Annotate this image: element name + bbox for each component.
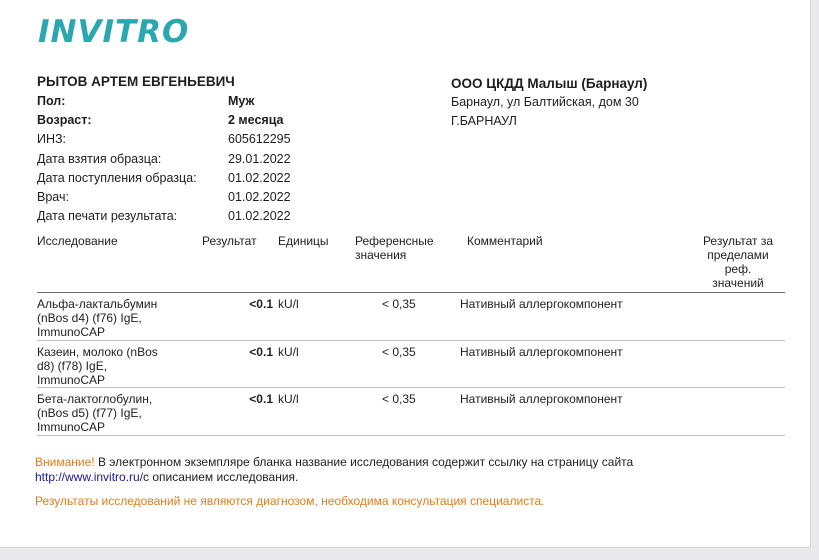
invitro-logo: INVITRO	[38, 14, 190, 50]
lab-info	[451, 74, 647, 131]
row3-reference: < 0,35	[382, 392, 416, 406]
row1-test: Альфа-лактальбумин (nBos d4) (f76) IgE, ImmunoCAP	[37, 297, 158, 339]
table-header-divider	[37, 292, 785, 293]
header-out-of-range: Результат за пределами реф. значений	[702, 234, 774, 290]
row3-units: kU/l	[278, 392, 299, 406]
notice-text-2: с описанием исследования.	[143, 470, 299, 484]
header-test: Исследование	[37, 234, 118, 248]
lab-city: Г.БАРНАУЛ	[451, 114, 517, 128]
result-page: INVITRO РЫТОВ АРТЕМ ЕВГЕНЬЕВИЧ Пол: Муж Возраст: 2 месяца ИНЗ: 605612295 Дата взятия образца: 29.01.2022 Дата поступления образца: 01.02.2022 Врач: 01.02.2022 Дата печати результата: 01.02.2022 ООО ЦКДД Малыш (Барнаул) Барнаул, ул Балтийская, дом 30 Г.БАРНАУЛ Исследование Результат Единицы Референсные значения Комментарий Результат за пределами реф. значений Альфа-лактальбумин (nBos d4) (f76) IgE, ImmunoCAP <0.1 kU/l < 0,35 Нативный аллергокомпонент Казеин, молоко (nBos d8) (f78) IgE, ImmunoCAP <0.1 kU/l < 0,35 Нативный аллергокомпонент Бета-лактоглобулин, (nBos d5) (f77) IgE, ImmunoCAP <0.1 kU/l < 0,35 Нативный аллергокомпонент Внимание! В электронном экземпляре бланка название исследования содержит ссылку на страницу сайта http://www.invitro.ru/с описанием исследования. Результаты исследований не являются диагнозом, необходима консультация специалиста.	[0, 0, 811, 548]
row2-units: kU/l	[278, 345, 299, 359]
header-result: Результат	[202, 234, 257, 248]
row-divider	[37, 387, 785, 388]
row-divider	[37, 340, 785, 341]
attention-label: Внимание!	[35, 455, 95, 469]
row2-comment: Нативный аллергокомпонент	[460, 345, 623, 359]
row3-result: <0.1	[249, 392, 273, 406]
notice	[35, 455, 755, 485]
row3-test: Бета-лактоглобулин, (nBos d5) (f77) IgE, ImmunoCAP	[37, 392, 153, 434]
lab-name: ООО ЦКДД Малыш (Барнаул)	[451, 76, 648, 91]
header-comment: Комментарий	[467, 234, 543, 248]
table-bottom-divider	[37, 435, 785, 436]
lab-address: Барнаул, ул Балтийская, дом 30	[451, 95, 639, 109]
patient-name: РЫТОВ АРТЕМ ЕВГЕНЬЕВИЧ	[37, 74, 235, 89]
invitro-link[interactable]: http://www.invitro.ru/	[35, 470, 144, 484]
row2-reference: < 0,35	[382, 345, 416, 359]
row1-result: <0.1	[249, 297, 273, 311]
disclaimer: Результаты исследований не являются диагнозом, необходима консультация специалиста.	[35, 494, 545, 508]
row2-test: Казеин, молоко (nBos d8) (f78) IgE, ImmunoCAP	[37, 345, 158, 387]
notice-text: В электронном экземпляре бланка название исследования содержит ссылку на страницу сайта	[94, 455, 634, 469]
row1-comment: Нативный аллергокомпонент	[460, 297, 623, 311]
row1-reference: < 0,35	[382, 297, 416, 311]
header-reference: Референсные значения	[355, 234, 434, 262]
row1-units: kU/l	[278, 297, 299, 311]
row2-result: <0.1	[249, 345, 273, 359]
row3-comment: Нативный аллергокомпонент	[460, 392, 623, 406]
header-units: Единицы	[278, 234, 329, 248]
